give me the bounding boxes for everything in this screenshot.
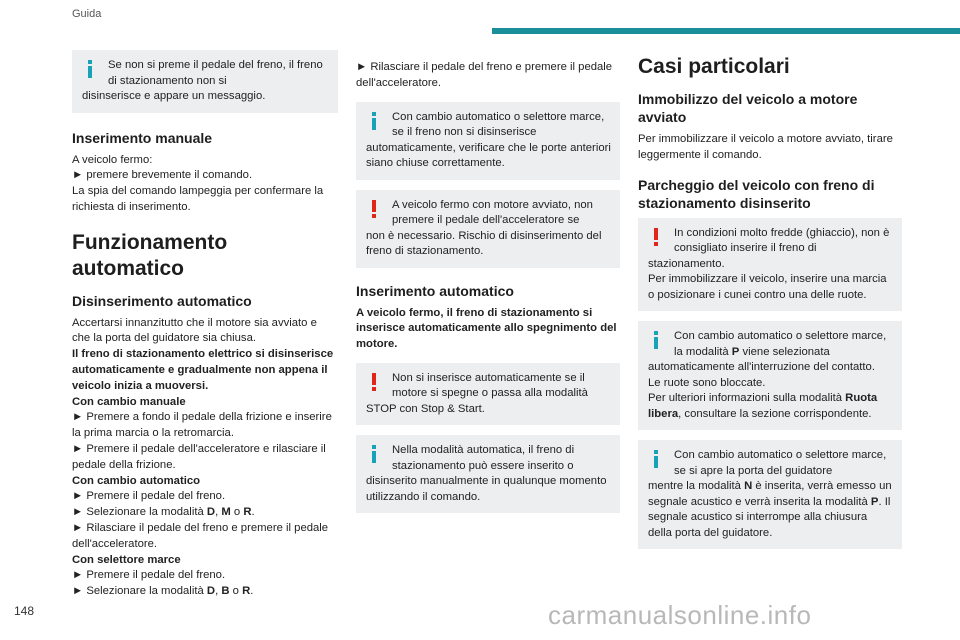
- note-text: Nella modalità automatica, il freno di stazionamento può essere inserito o: [392, 444, 575, 472]
- paragraph: ► premere brevemente il comando.: [72, 169, 253, 182]
- info-icon: [650, 331, 664, 349]
- info-note: [356, 435, 620, 513]
- warning-icon: [368, 373, 382, 391]
- note-text: mentre la modalità N è inserita, verrà emesso un segnale acustico e verrà inserita la modalità P. Il segnale acustico si interrompe alla chiusura della porta del guidatore.: [648, 480, 892, 539]
- paragraph-bold: A veicolo fermo, il freno di stazionamento si inserisce automaticamente allo spegnimento del motore.: [356, 306, 617, 351]
- column-left: [72, 50, 338, 600]
- header-accent-bar: [492, 28, 960, 34]
- warning-note: [638, 218, 902, 312]
- warning-note: [356, 190, 620, 268]
- header-title: Guida: [72, 8, 102, 20]
- note-text: automaticamente, verificare che le porte anteriori siano chiuse correttamente.: [366, 141, 611, 170]
- step: ► Premere il pedale dell'acceleratore e rilasciare il pedale della frizione.: [72, 443, 326, 471]
- info-note: [638, 321, 902, 430]
- info-icon: [650, 450, 664, 468]
- section-heading: Inserimento automatico: [356, 282, 514, 299]
- step: ► Premere il pedale del freno.: [72, 569, 226, 582]
- note-text: In condizioni molto fredde (ghiaccio), non è consigliato inserire il freno di: [674, 226, 890, 255]
- sub-label: Con selettore marce: [72, 553, 181, 566]
- note-text: STOP con Stop & Start.: [366, 402, 485, 415]
- section-heading: Parcheggio del veicolo con freno di stazionamento disinserito: [638, 176, 875, 211]
- note-text: Non si inserisce automaticamente se il motore si spegne o passa alla modalità: [392, 371, 588, 400]
- note-text: disinserisce e appare un messaggio.: [82, 90, 266, 102]
- info-icon: [84, 60, 98, 78]
- paragraph: La spia del comando lampeggia per confermare la richiesta di inserimento.: [72, 185, 324, 213]
- paragraph: A veicolo fermo:: [72, 153, 153, 166]
- warning-icon: [650, 228, 664, 246]
- chapter-heading: Funzionamento automatico: [72, 230, 228, 280]
- note-text: non è necessario. Rischio di disinserimento del freno di stazionamento.: [366, 229, 602, 258]
- note-text: Per immobilizzare il veicolo, inserire una marcia o posizionare i cunei contro una delle ruote.: [648, 273, 887, 301]
- section-heading: Disinserimento automatico: [72, 292, 252, 309]
- note-text: stazionamento.: [648, 257, 725, 270]
- info-note: [638, 440, 902, 549]
- warning-icon: [368, 200, 382, 218]
- section-heading: Inserimento manuale: [72, 129, 213, 146]
- warning-note: [356, 363, 620, 426]
- step: ► Selezionare la modalità D, B o R.: [72, 585, 254, 598]
- step: ► Rilasciare il pedale del freno e premere il pedale dell'acceleratore.: [72, 522, 329, 550]
- info-note: [356, 102, 620, 180]
- info-note: [72, 50, 338, 113]
- info-icon: [368, 112, 382, 130]
- paragraph: Per immobilizzare il veicolo a motore avviato, tirare leggermente il comando.: [638, 133, 893, 161]
- note-text: Per ulteriori informazioni sulla modalità Ruota libera, consultare la sezione corrispondente.: [648, 392, 878, 420]
- note-text: A veicolo fermo con motore avviato, non premere il pedale dell'acceleratore se: [392, 198, 593, 227]
- sub-label: Con cambio automatico: [72, 474, 201, 487]
- paragraph: Accertarsi innanzitutto che il motore sia avviato e che la porta del guidatore sia chiusa.: [72, 316, 317, 345]
- note-text: Le ruote sono bloccate.: [648, 376, 766, 389]
- step: ► Premere a fondo il pedale della frizione e inserire la prima marcia o la retromarcia.: [72, 411, 332, 440]
- note-text: Se non si preme il pedale del freno, il freno di stazionamento non si: [108, 59, 323, 87]
- page-number: 148: [14, 604, 35, 618]
- info-icon: [368, 445, 382, 463]
- note-text: Con cambio automatico o selettore marce, la modalità P viene selezionata: [674, 330, 887, 358]
- note-text: Con cambio automatico o selettore marce, se si apre la porta del guidatore: [674, 449, 887, 477]
- paragraph-bold: Il freno di stazionamento elettrico si disinserisce automaticamente e gradualmente non appena il veicolo inizia a muoversi.: [72, 348, 334, 392]
- step: ► Premere il pedale del freno.: [72, 490, 226, 503]
- watermark: carmanualsonline.info: [548, 600, 812, 630]
- chapter-heading: Casi particolari: [638, 55, 790, 78]
- column-middle: [356, 60, 620, 523]
- sub-label: Con cambio manuale: [72, 395, 186, 408]
- note-text: automaticamente all'interruzione del contatto.: [648, 361, 875, 374]
- note-text: Con cambio automatico o selettore marce, se il freno non si disinserisce: [392, 110, 605, 139]
- note-text: disinserito manualmente in qualunque momento utilizzando il comando.: [366, 475, 607, 503]
- step: ► Selezionare la modalità D, M o R.: [72, 506, 255, 519]
- section-heading: Immobilizzo del veicolo a motore avviato: [638, 91, 858, 125]
- column-right: [638, 50, 902, 559]
- step: ► Rilasciare il pedale del freno e premere il pedale dell'acceleratore.: [356, 61, 613, 89]
